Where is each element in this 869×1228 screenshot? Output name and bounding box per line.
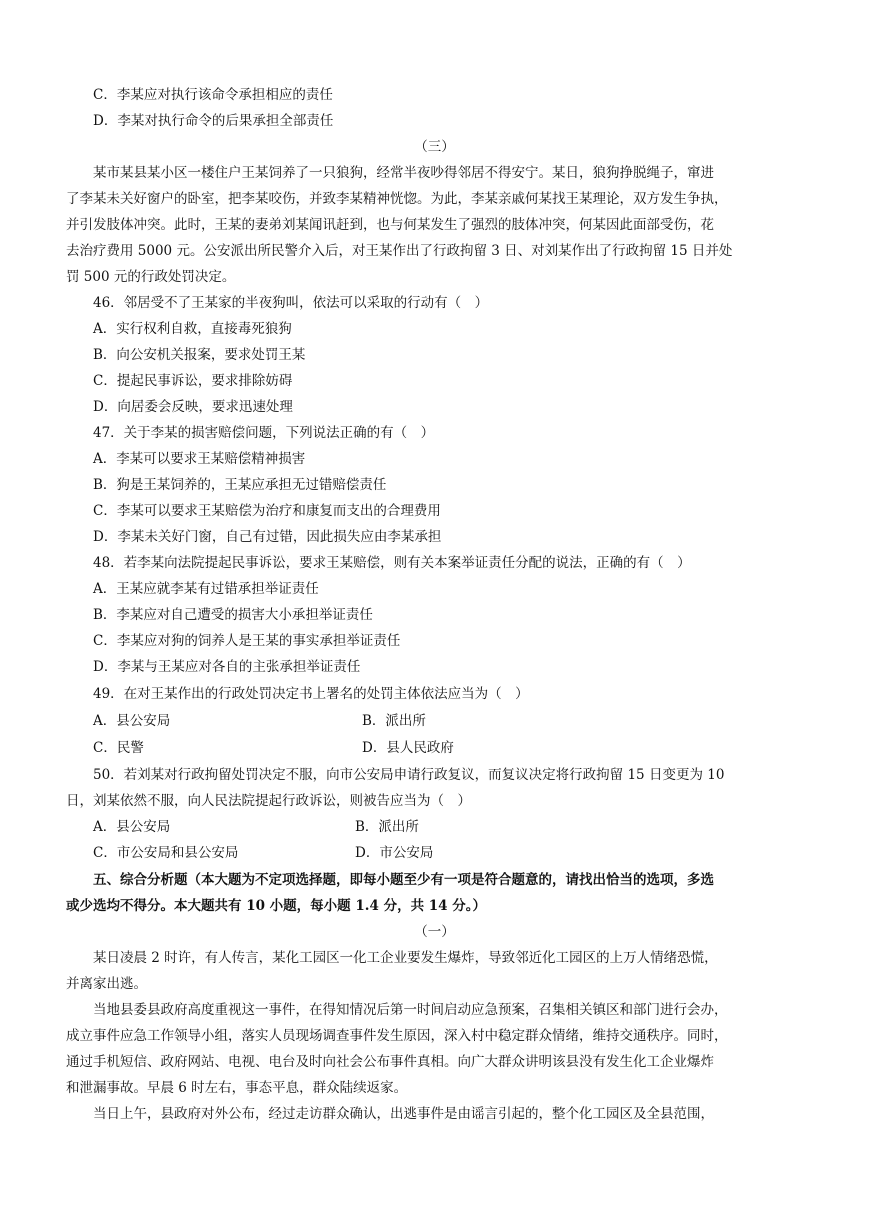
q49-option-c: C．民警: [93, 740, 144, 756]
case3-para-line: 罚 500 元的行政处罚决定。: [66, 269, 236, 285]
q47-option-b: B．狗是王某饲养的，王某应承担无过错赔偿责任: [93, 477, 387, 493]
q47-option-d: D．李某未关好门窗，自己有过错，因此损失应由李某承担: [93, 529, 442, 545]
q48-option-d: D．李某与王某应对各自的主张承担举证责任: [93, 659, 361, 675]
q50-option-b: B．派出所: [355, 819, 419, 835]
q48-stem: 48．若李某向法院提起民事诉讼，要求王某赔偿，则有关本案举证责任分配的说法，正确的有（ ）: [93, 555, 691, 571]
section5-para-line: 当地县委县政府高度重视这一事件，在得知情况后第一时间启动应急预案，召集相关镇区和部门进行会办，: [93, 1002, 728, 1018]
section5-para-line: 并离家出逃。: [66, 976, 147, 992]
option-d-prev: D．李某对执行命令的后果承担全部责任: [93, 113, 334, 129]
q46-option-a: A．实行权利自救，直接毒死狼狗: [93, 321, 292, 337]
q46-stem: 46．邻居受不了王某家的半夜狗叫，依法可以采取的行动有（ ）: [93, 295, 489, 311]
q49-option-d: D．县人民政府: [362, 740, 454, 756]
q47-stem: 47．关于李某的损害赔偿问题，下列说法正确的有（ ）: [93, 425, 435, 441]
q49-option-a: A．县公安局: [93, 713, 171, 729]
q48-option-a: A．王某应就李某有过错承担举证责任: [93, 581, 319, 597]
section5-title-line1: 五、综合分析题（本大题为不定项选择题，即每小题至少有一项是符合题意的，请找出恰当的选项，多选: [93, 872, 714, 888]
section5-title-line2: 或少选均不得分。本大题共有 10 小题，每小题 1.4 分，共 14 分。）: [66, 898, 487, 914]
q50-stem-line2: 日，刘某依然不服，向人民法院提起行政诉讼，则被告应当为（ ）: [66, 793, 471, 809]
q46-option-d: D．向居委会反映，要求迅速处理: [93, 399, 293, 415]
q48-option-b: B．李某应对自己遭受的损害大小承担举证责任: [93, 607, 373, 623]
q47-option-c: C．李某可以要求王某赔偿为治疗和康复而支出的合理费用: [93, 503, 441, 519]
case3-heading: （三）: [414, 139, 455, 155]
q46-option-c: C．提起民事诉讼，要求排除妨碍: [93, 373, 293, 389]
q50-option-a: A．县公安局: [93, 819, 171, 835]
case3-para-line: 并引发肢体冲突。此时，王某的妻弟刘某闻讯赶到，也与何某发生了强烈的肢体冲突，何某因此面部受伤，花: [66, 217, 714, 233]
q46-option-b: B．向公安机关报案，要求处罚王某: [93, 347, 306, 363]
q48-option-c: C．李某应对狗的饲养人是王某的事实承担举证责任: [93, 633, 401, 649]
q49-option-b: B．派出所: [362, 713, 426, 729]
case3-para-line: 某市某县某小区一楼住户王某饲养了一只狼狗，经常半夜吵得邻居不得安宁。某日，狼狗挣脱绳子，窜进: [93, 165, 714, 181]
section5-case1-heading: （一）: [414, 924, 455, 940]
option-c-prev: C．李某应对执行该命令承担相应的责任: [93, 87, 333, 103]
q50-stem-line1: 50．若刘某对行政拘留处罚决定不服，向市公安局申请行政复议，而复议决定将行政拘留 15 日变更为 10: [93, 767, 725, 783]
section5-para-line: 某日凌晨 2 时许，有人传言，某化工园区一化工企业要发生爆炸，导致邻近化工园区的上万人情绪恐慌，: [93, 950, 718, 966]
case3-para-line: 了李某未关好窗户的卧室，把李某咬伤，并致李某精神恍惚。为此，李某亲戚何某找王某理论，双方发生争执，: [66, 191, 728, 207]
section5-para-line: 成立事件应急工作领导小组，落实人员现场调查事件发生原因，深入村中稳定群众情绪，维持交通秩序。同时，: [66, 1028, 728, 1044]
q49-stem: 49．在对王某作出的行政处罚决定书上署名的处罚主体依法应当为（ ）: [93, 686, 529, 702]
section5-para-line: 和泄漏事故。早晨 6 时左右，事态平息，群众陆续返家。: [66, 1080, 408, 1096]
section5-para-line: 通过手机短信、政府网站、电视、电台及时向社会公布事件真相。向广大群众讲明该县没有发生化工企业爆炸: [66, 1054, 714, 1070]
q50-option-d: D．市公安局: [355, 845, 434, 861]
q47-option-a: A．李某可以要求王某赔偿精神损害: [93, 451, 306, 467]
q50-option-c: C．市公安局和县公安局: [93, 845, 239, 861]
section5-para-line: 当日上午，县政府对外公布，经过走访群众确认，出逃事件是由谣言引起的，整个化工园区及全县范围，: [93, 1106, 714, 1122]
case3-para-line: 去治疗费用 5000 元。公安派出所民警介入后，对王某作出了行政拘留 3 日、对刘某作出了行政拘留 15 日并处: [66, 243, 733, 259]
